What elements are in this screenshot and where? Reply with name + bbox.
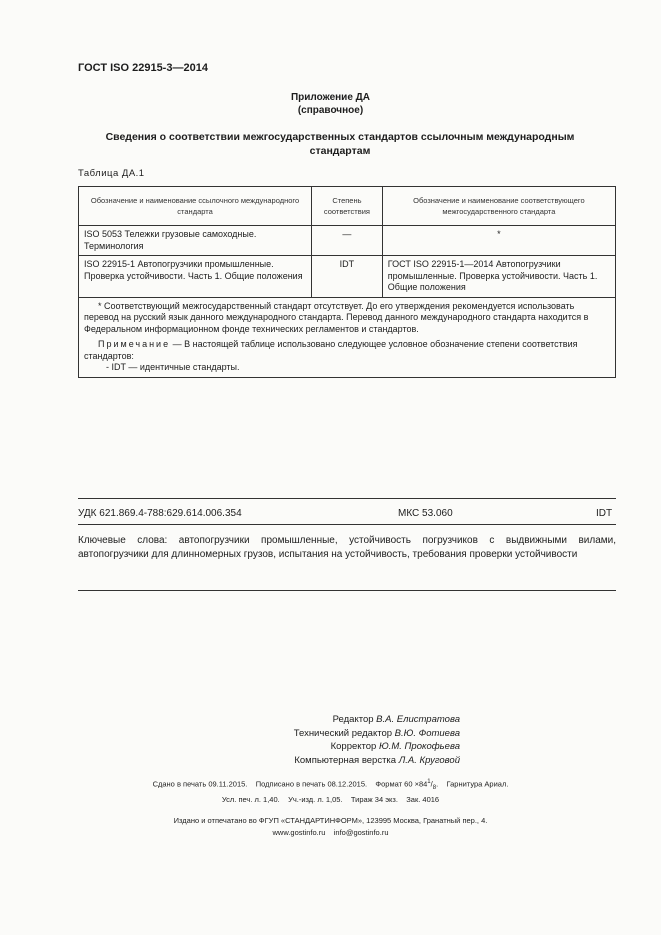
credit-proofreader: Корректор Ю.М. Прокофьева bbox=[330, 741, 460, 752]
correspondence-table bbox=[78, 186, 616, 378]
print-imprint bbox=[0, 776, 661, 806]
annex-heading: Сведения о соответствии межгосударственных стандартов ссылочным международным стандартам bbox=[105, 131, 575, 157]
cell-national: ГОСТ ISO 22915-1—2014 Автопогрузчики промышленные. Проверка устойчивости. Часть 1. Общие положения bbox=[382, 256, 615, 298]
credit-layout: Компьютерная верстка Л.А. Круговой bbox=[294, 754, 460, 766]
credits-block bbox=[200, 713, 460, 767]
divider-bottom bbox=[78, 590, 616, 591]
table-header-row bbox=[79, 187, 616, 226]
cell-reference: ISO 22915-1 Автопогрузчики промышленные. Проверка устойчивости. Часть 1. Общие положения bbox=[79, 256, 312, 298]
table-label: Таблица ДА.1 bbox=[78, 168, 145, 179]
annex-subtitle: (справочное) bbox=[297, 105, 364, 116]
cell-degree: IDT bbox=[312, 256, 383, 298]
credit-editor: Редактор В.А. Елистратова bbox=[332, 714, 460, 725]
publisher-contacts: www.gostinfo.ru info@gostinfo.ru bbox=[272, 828, 389, 837]
table-footnote-row bbox=[79, 297, 616, 377]
divider-top bbox=[78, 498, 616, 499]
publisher-info bbox=[0, 815, 661, 839]
credit-technical-editor: Технический редактор В.Ю. Фотиева bbox=[293, 727, 460, 739]
publisher-line-1: Издано и отпечатано во ФГУП «СТАНДАРТИНФОРМ», 123995 Москва, Гранатный пер., 4. bbox=[173, 816, 488, 825]
footnote-cell bbox=[79, 297, 616, 377]
table-row bbox=[79, 256, 616, 298]
mks-code: МКС 53.060 bbox=[398, 508, 453, 519]
header-reference-standard: Обозначение и наименование ссылочного международного стандарта bbox=[79, 187, 312, 226]
note-text: — В настоящей таблице использовано следующее условное обозначение степени соответствия стандартов: bbox=[84, 339, 578, 361]
cell-national: * bbox=[382, 226, 615, 256]
keywords: Ключевые слова: автопогрузчики промышленные, устойчивость погрузчиков с выдвижными вилами, автопогрузчики для длинномерных грузов, испытания на устойчивость, требования проверки устойчивости bbox=[78, 535, 616, 560]
header-national-standard: Обозначение и наименование соответствующего межгосударственного стандарта bbox=[382, 187, 615, 226]
cell-reference: ISO 5053 Тележки грузовые самоходные. Терминология bbox=[79, 226, 312, 256]
annex-title: Приложение ДА bbox=[290, 92, 371, 103]
table-row bbox=[79, 226, 616, 256]
document-code: ГОСТ ISO 22915-3—2014 bbox=[78, 62, 208, 74]
udk-code: УДК 621.869.4-788:629.614.006.354 bbox=[78, 508, 242, 519]
divider-middle bbox=[78, 524, 616, 525]
footnote-text: * Соответствующий межгосударственный стандарт отсутствует. До его утверждения рекомендуется использовать перевод на русский язык данного международного стандарта. Перевод данного международного стандарта находится в Федеральном информационном фонде технических регламентов и стандартов. bbox=[84, 300, 589, 334]
header-degree: Степень соответствия bbox=[312, 187, 383, 226]
note-item: - IDT — идентичные стандарты. bbox=[106, 362, 240, 372]
table-note bbox=[84, 339, 610, 362]
cell-degree: — bbox=[312, 226, 383, 256]
imprint-line-2: Усл. печ. л. 1,40. Уч.-изд. л. 1,05. Тираж 34 экз. Зак. 4016 bbox=[221, 795, 440, 804]
note-label: Примечание bbox=[98, 339, 171, 349]
degree-code: IDT bbox=[596, 508, 613, 519]
imprint-line-1: Сдано в печать 09.11.2015. Подписано в печать 08.12.2015. Формат $60 \times 84^1/_8$. Гарнитура Ариал. bbox=[152, 779, 509, 791]
